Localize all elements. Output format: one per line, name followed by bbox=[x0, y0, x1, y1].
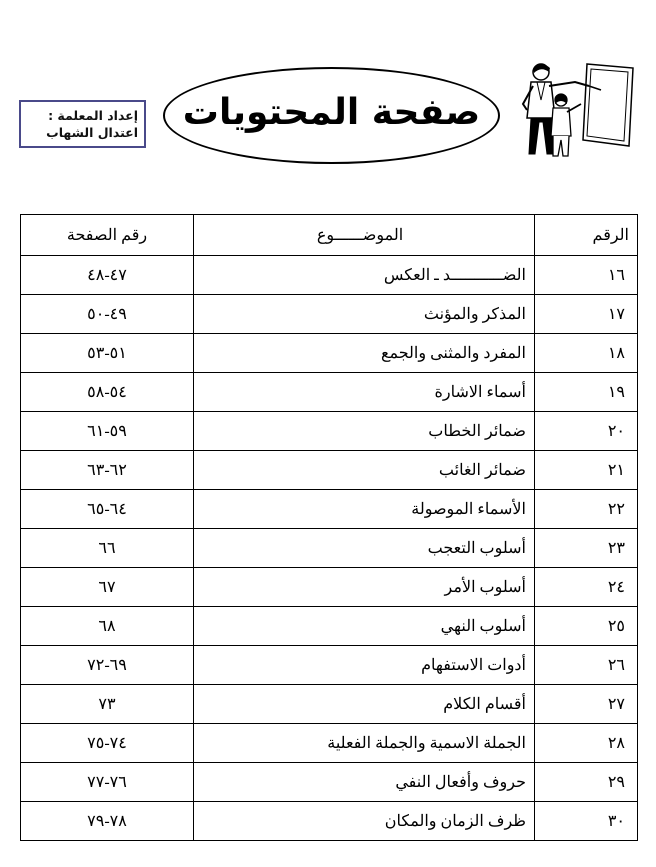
row-topic-cell: ظرف الزمان والمكان bbox=[194, 802, 535, 841]
row-page-cell: ٥١-٥٣ bbox=[21, 334, 194, 373]
row-page-cell: ٥٩-٦١ bbox=[21, 412, 194, 451]
row-number-cell: ٣٠ bbox=[535, 802, 638, 841]
teacher-name: اعتدال الشهاب bbox=[46, 125, 138, 140]
row-topic-cell: أسلوب التعجب bbox=[194, 529, 535, 568]
row-page-cell: ٦٦ bbox=[21, 529, 194, 568]
table-row bbox=[21, 412, 638, 451]
row-number-cell: ٢٠ bbox=[535, 412, 638, 451]
table-row bbox=[21, 451, 638, 490]
row-page-cell: ٦٧ bbox=[21, 568, 194, 607]
row-topic-cell: الجملة الاسمية والجملة الفعلية bbox=[194, 724, 535, 763]
row-topic-cell: المذكر والمؤنث bbox=[194, 295, 535, 334]
table-row bbox=[21, 334, 638, 373]
column-header-number: الرقم bbox=[535, 215, 638, 256]
teacher-credit-box bbox=[19, 100, 146, 148]
table-row bbox=[21, 256, 638, 295]
row-page-cell: ٤٩-٥٠ bbox=[21, 295, 194, 334]
table-row bbox=[21, 724, 638, 763]
row-number-cell: ٢٨ bbox=[535, 724, 638, 763]
contents-table-body bbox=[21, 256, 638, 841]
row-topic-cell: أسلوب الأمر bbox=[194, 568, 535, 607]
row-page-cell: ٧٦-٧٧ bbox=[21, 763, 194, 802]
row-number-cell: ٢٤ bbox=[535, 568, 638, 607]
row-page-cell: ٧٨-٧٩ bbox=[21, 802, 194, 841]
row-number-cell: ١٦ bbox=[535, 256, 638, 295]
contents-table bbox=[20, 214, 638, 841]
column-header-page: رقم الصفحة bbox=[21, 215, 194, 256]
row-number-cell: ١٨ bbox=[535, 334, 638, 373]
row-number-cell: ٢٥ bbox=[535, 607, 638, 646]
row-number-cell: ٢٧ bbox=[535, 685, 638, 724]
row-topic-cell: أدوات الاستفهام bbox=[194, 646, 535, 685]
row-topic-cell: أسلوب النهي bbox=[194, 607, 535, 646]
row-number-cell: ١٩ bbox=[535, 373, 638, 412]
row-number-cell: ٢٦ bbox=[535, 646, 638, 685]
row-topic-cell: الأسماء الموصولة bbox=[194, 490, 535, 529]
teacher-pointing-at-board-icon bbox=[505, 60, 637, 160]
table-row bbox=[21, 529, 638, 568]
row-number-cell: ٢٣ bbox=[535, 529, 638, 568]
table-row bbox=[21, 568, 638, 607]
table-row bbox=[21, 607, 638, 646]
row-page-cell: ٦٨ bbox=[21, 607, 194, 646]
table-row bbox=[21, 490, 638, 529]
row-page-cell: ٧٤-٧٥ bbox=[21, 724, 194, 763]
table-row bbox=[21, 763, 638, 802]
row-topic-cell: ضمائر الخطاب bbox=[194, 412, 535, 451]
row-page-cell: ٥٤-٥٨ bbox=[21, 373, 194, 412]
row-number-cell: ١٧ bbox=[535, 295, 638, 334]
table-header-row bbox=[21, 215, 638, 256]
row-number-cell: ٢٢ bbox=[535, 490, 638, 529]
row-topic-cell: أقسام الكلام bbox=[194, 685, 535, 724]
row-topic-cell: ضمائر الغائب bbox=[194, 451, 535, 490]
title-oval bbox=[163, 67, 500, 164]
column-header-topic: الموضــــــوع bbox=[194, 215, 535, 256]
prepared-by-label: إعداد المعلمة : bbox=[48, 108, 138, 123]
row-topic-cell: أسماء الاشارة bbox=[194, 373, 535, 412]
row-topic-cell: حروف وأفعال النفي bbox=[194, 763, 535, 802]
row-page-cell: ٧٣ bbox=[21, 685, 194, 724]
row-number-cell: ٢١ bbox=[535, 451, 638, 490]
row-number-cell: ٢٩ bbox=[535, 763, 638, 802]
row-topic-cell: المفرد والمثنى والجمع bbox=[194, 334, 535, 373]
page-title: صفحة المحتويات bbox=[182, 92, 481, 133]
row-page-cell: ٤٧-٤٨ bbox=[21, 256, 194, 295]
table-row bbox=[21, 295, 638, 334]
table-row bbox=[21, 646, 638, 685]
table-row bbox=[21, 802, 638, 841]
table-row bbox=[21, 373, 638, 412]
row-page-cell: ٦٢-٦٣ bbox=[21, 451, 194, 490]
row-topic-cell: الضـــــــــــد ـ العكس bbox=[194, 256, 535, 295]
table-row bbox=[21, 685, 638, 724]
row-page-cell: ٦٩-٧٢ bbox=[21, 646, 194, 685]
row-page-cell: ٦٤-٦٥ bbox=[21, 490, 194, 529]
